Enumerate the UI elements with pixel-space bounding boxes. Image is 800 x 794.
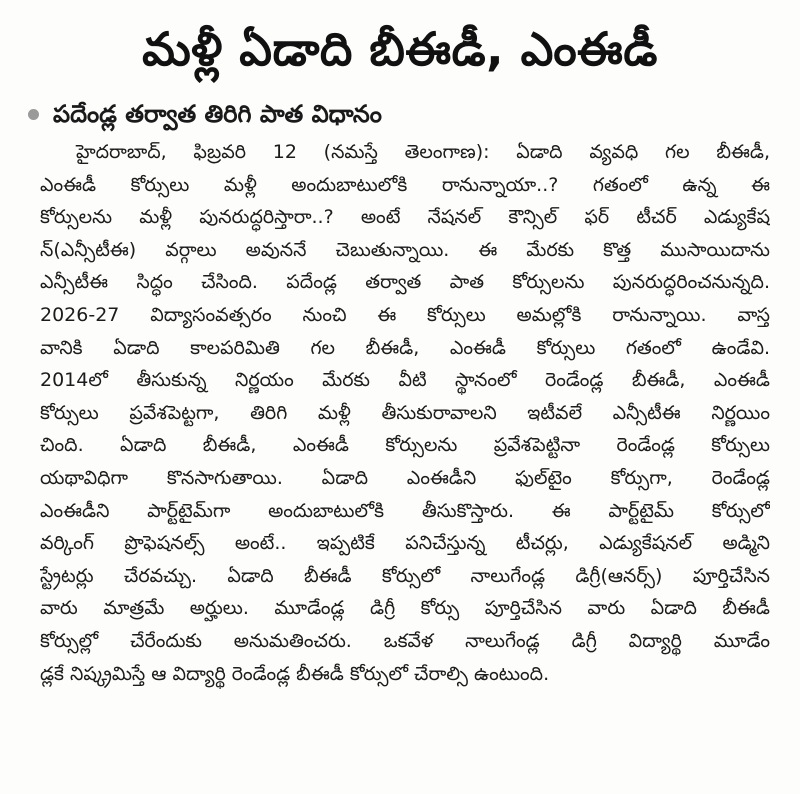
body-line: కోర్సులు ప్రవేశపెట్టగా, తిరిగి మళ్లీ తీసుకురావాలని ఇటీవలే ఎన్సీటీఈ నిర్ణయిం [40,401,770,424]
body-line: హైదరాబాద్‌, ఫిబ్రవరి 12 (నమస్తే తెలంగాణ): ఏడాది వ్యవధి గల బీఈడీ, [76,141,770,163]
body-line: కోర్సుల్లో చేరేందుకు అనుమతించరు. ఒకవేళ నాలుగేండ్ల డిగ్రీ విద్యార్థి మూడేం [40,629,770,652]
body-line: వర్కింగ్‌ ప్రొఫెషనల్స్‌ అంటే.. ఇప్పటికే పనిచేస్తున్న టీచర్లు, ఎడ్యుకేషనల్‌ అడ్మిని [40,532,770,555]
body-line: న్‌(ఎన్సీటీఈ) వర్గాలు అవుననే చెబుతున్నాయి. ఈ మేరకు కొత్త ముసాయిదాను [40,238,770,261]
subheadline: పదేండ్ల తర్వాత తిరిగి పాత విధానం [53,100,382,128]
body-line: వానికి ఏడాది కాలపరిమితి గల బీఈడీ, ఎంఈడీ కోర్సులు గతంలో ఉండేవి. [40,336,770,359]
body-line: వారు మాత్రమే అర్హులు. మూడేండ్ల డిగ్రీ కోర్సు పూర్తిచేసిన వారు ఏడాది బీఈడీ [40,597,770,620]
body-line: ఎంఈడీ కోర్సులు మళ్లీ అందుబాటులోకి రానున్నాయా..? గతంలో ఉన్న ఈ [40,173,770,196]
body-line: కోర్సులను మళ్లీ పునరుద్ధరిస్తారా..? అంటే నేషనల్‌ కౌన్సిల్‌ ఫర్‌ టీచర్‌ ఎడ్యుకేష [40,206,770,229]
headline: మళ్లీ ఏడాది బీఈడీ, ఎంఈడీ [142,22,658,76]
body-line: యథావిధిగా కొనసాగుతాయి. ఏడాది ఎంఈడీని ఫుల్‌టైం కోర్సుగా, రెండేండ్ల [40,466,770,489]
body-line: 2014లో తీసుకున్న నిర్ణయం మేరకు వీటి స్థానంలో రెండేండ్ల బీఈడీ, ఎంఈడీ [40,369,770,392]
body-line: ఎన్సీటీఈ సిద్ధం చేసింది. పదేండ్ల తర్వాత పాత కోర్సులను పునరుద్ధరించనున్నది. [40,271,770,294]
subheadline-row [28,94,768,134]
body-line: 2026-27 విద్యాసంవత్సరం నుంచి ఈ కోర్సులు అమల్లోకి రానున్నాయి. వాస్త [40,303,770,326]
article-body [40,136,770,690]
body-line: చింది. ఏడాది బీఈడీ, ఎంఈడీ కోర్సులను ప్రవేశపెట్టినా రెండేండ్ల కోర్సులు [40,434,770,457]
body-line: స్ట్రేటర్లు చేరవచ్చు. ఏడాది బీఈడీ కోర్సులో నాలుగేండ్ల డిగ్రీ(ఆనర్స్‌) పూర్తిచేసిన [40,564,770,587]
body-line: డ్లకే నిష్క్రమిస్తే ఆ విద్యార్థి రెండేండ్ల బీఈడీ కోర్సులో చేరాల్సి ఉంటుంది. [40,662,550,685]
body-line: ఎంఈడీని పార్ట్‌టైమ్‌గా అందుబాటులోకి తీసుకొస్తారు. ఈ పార్ట్‌టైమ్‌ కోర్సులో [40,499,770,522]
bullet-icon [28,109,39,120]
